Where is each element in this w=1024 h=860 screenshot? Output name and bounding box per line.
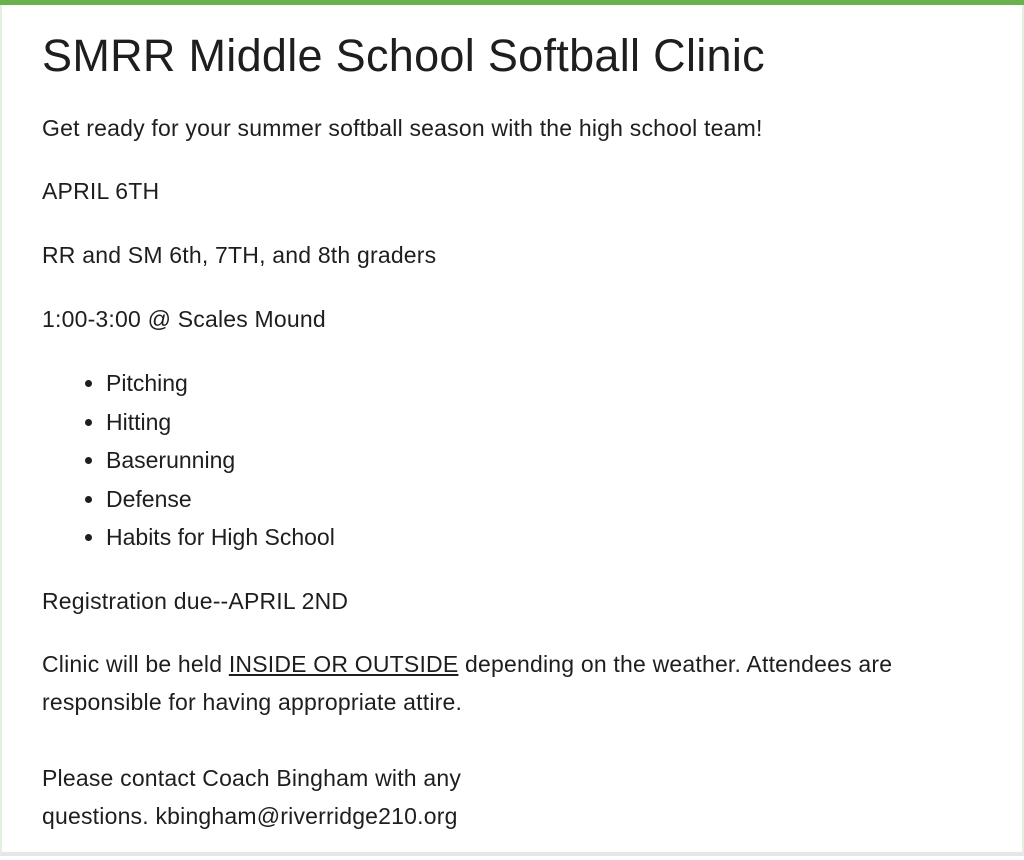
audience-text: RR and SM 6th, 7TH, and 8th graders: [42, 242, 437, 268]
weather-note-end: depending on the weather. Attendees are: [458, 651, 893, 677]
intro-text: Get ready for your summer softball season with the high school team!: [42, 115, 763, 141]
list-item: • Hitting: [106, 405, 335, 444]
topics-list: [64, 366, 335, 559]
weather-note: [42, 651, 892, 678]
page-title: SMRR Middle School Softball Clinic: [42, 30, 765, 81]
weather-emphasis: INSIDE OR OUTSIDE: [228, 651, 459, 677]
time-location: 1:00-3:00 @ Scales Mound: [42, 306, 326, 332]
contact-line-2: questions. kbingham@riverridge210.org: [42, 803, 458, 829]
contact-line-1: Please contact Coach Bingham with any: [42, 765, 462, 791]
weather-note-start: Clinic will be held: [42, 651, 229, 677]
list-item: • Baserunning: [106, 443, 335, 482]
accent-bar: [0, 0, 1024, 5]
list-item: • Pitching: [106, 366, 335, 405]
list-item: • Defense: [106, 482, 335, 521]
event-date: APRIL 6TH: [42, 178, 160, 204]
list-item: • Habits for High School: [106, 520, 335, 559]
attire-note: responsible for having appropriate attire.: [42, 689, 463, 715]
registration-deadline: Registration due--APRIL 2ND: [42, 588, 349, 614]
